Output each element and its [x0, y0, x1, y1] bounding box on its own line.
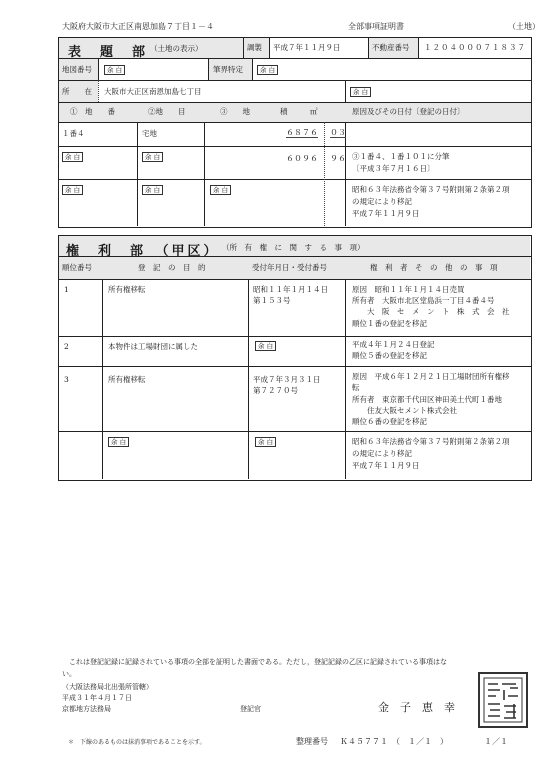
- chosei-value: 平成７年１１月９日: [273, 43, 341, 52]
- hyodai-subtitle: （土地の表示）: [150, 44, 203, 53]
- purpose-value: 本物件は工場財団に属した: [108, 342, 198, 351]
- col-cause: 原因及びその日付〔登記の日付〕: [352, 107, 465, 116]
- cause-line: ③１番４、１番１０１に分筆: [352, 152, 450, 161]
- yohaku-stamp: 余 白: [104, 65, 125, 75]
- detail-line: 住友大阪セメント株式会社: [352, 406, 457, 415]
- yohaku-stamp: 余 白: [108, 437, 129, 447]
- detail-line: 原因 平成６年１２月２１日工場財団所有権移: [352, 372, 510, 381]
- area-decimal: ０３: [330, 128, 346, 137]
- col-chimoku: ②地 目: [148, 107, 186, 116]
- detail-line: の規定により移記: [352, 449, 412, 458]
- purpose-value: 所有権移転: [108, 375, 146, 384]
- page-number: １／１: [484, 737, 508, 746]
- shozai-label: 所 在: [62, 87, 92, 96]
- detail-line: 順位６番の登記を移記: [352, 417, 427, 426]
- cause-line: の規定により移記: [352, 197, 412, 206]
- col-details: 権 利 者 そ の 他 の 事 項: [370, 263, 498, 272]
- yohaku-stamp: 余 白: [142, 152, 163, 162]
- bureau-paren: （大阪法務局北出張所管轄）: [62, 683, 153, 691]
- bureau-name: 京都地方法務局: [62, 705, 111, 713]
- detail-line: 昭和６３年法務省令第３７号附則第２条第２項: [352, 437, 510, 446]
- reception-line: 第１５３号: [253, 296, 291, 305]
- registrar-name: 金 子 恵 幸: [378, 701, 455, 714]
- yohaku-stamp: 余 白: [62, 152, 83, 162]
- certify-text: これは登記記録に記録されている事項の全部を証明した書面である。ただし，登記記録の乙区に記録されている事項はな: [62, 658, 447, 666]
- reception-line: 第７２７０号: [253, 386, 298, 395]
- kenri-subtitle: （所 有 権 に 関 す る 事 項）: [222, 243, 365, 252]
- col-chiban: ① 地 番: [70, 107, 115, 116]
- detail-line: 転: [352, 383, 360, 392]
- detail-line: 所有者 東京都千代田区神田美土代町１番地: [352, 395, 502, 404]
- reception-line: 平成７年３月３１日: [253, 375, 321, 384]
- area-value: ６０９６: [286, 154, 318, 163]
- detail-line: 大 阪 セ メ ン ト 株 式 会 社: [352, 307, 510, 316]
- serial-value: Ｋ４５７７１ （ １／１ ）: [340, 737, 448, 746]
- detail-line: 平成７年１１月９日: [352, 461, 420, 470]
- document-title: 全部事項証明書: [348, 22, 404, 31]
- cause-line: 昭和６３年法務省令第３７号附則第２条第２項: [352, 185, 510, 194]
- certify-text: い。: [62, 670, 76, 678]
- cause-line: 〔平成３年７月１６日〕: [352, 164, 435, 173]
- shozai-value: 大阪市大正区南恩加島七丁目: [104, 87, 202, 96]
- chimoku-value: 宅地: [142, 129, 157, 138]
- underline-note: ＊ 下線のあるものは抹消事項であることを示す。: [68, 739, 206, 746]
- chiban-value: １番４: [62, 129, 85, 138]
- detail-line: 平成４年１月２４日登記: [352, 340, 435, 349]
- issue-date: 平成３１年４月１７日: [62, 694, 132, 702]
- yohaku-stamp: 余 白: [350, 87, 371, 97]
- rank-value: 1: [64, 285, 69, 294]
- col-rank: 順位番号: [62, 263, 92, 272]
- detail-line: 順位５番の登記を移記: [352, 351, 427, 360]
- kenri-title: 権 利 部 （甲区）: [66, 244, 220, 259]
- chosei-label: 調製: [247, 43, 262, 52]
- rank-value: 2: [64, 342, 69, 351]
- hyodai-title: 表 題 部: [68, 45, 149, 60]
- col-purpose: 登 記 の 目 的: [138, 263, 206, 272]
- purpose-value: 所有権移転: [108, 285, 146, 294]
- col-reception: 受付年月日・受付番号: [252, 263, 327, 272]
- registrar-label: 登記官: [240, 705, 261, 713]
- yohaku-stamp: 余 白: [210, 185, 231, 195]
- detail-line: 原因 昭和１１年１月１４日売買: [352, 285, 465, 294]
- property-address: 大阪府大阪市大正区南恩加島７丁目１－４: [62, 22, 214, 31]
- reception-line: 昭和１１年１月１４日: [253, 285, 328, 294]
- detail-line: 順位１番の登記を移記: [352, 319, 427, 328]
- yohaku-stamp: 余 白: [257, 65, 278, 75]
- yohaku-stamp: 余 白: [255, 437, 276, 447]
- cause-line: 平成７年１１月９日: [352, 209, 420, 218]
- yohaku-stamp: 余 白: [255, 341, 276, 351]
- col-chiseki: ③ 地 積 ㎡: [220, 107, 318, 116]
- rank-value: 3: [64, 375, 69, 384]
- yohaku-stamp: 余 白: [142, 185, 163, 195]
- area-decimal: ９６: [330, 154, 346, 163]
- chizu-label: 地図番号: [62, 65, 92, 74]
- fudosan-value: １２０４０００７１８３７: [424, 43, 526, 52]
- document-kind: （土地）: [508, 22, 540, 31]
- serial-label: 整理番号: [296, 737, 328, 746]
- official-seal-icon: [478, 672, 528, 728]
- yohaku-stamp: 余 白: [62, 185, 83, 195]
- fudosan-label: 不動産番号: [372, 43, 410, 52]
- detail-line: 所有者 大阪市北区堂島浜一丁目４番４号: [352, 296, 495, 305]
- hikkai-label: 筆界特定: [213, 65, 243, 74]
- area-value: ６８７６: [286, 128, 318, 137]
